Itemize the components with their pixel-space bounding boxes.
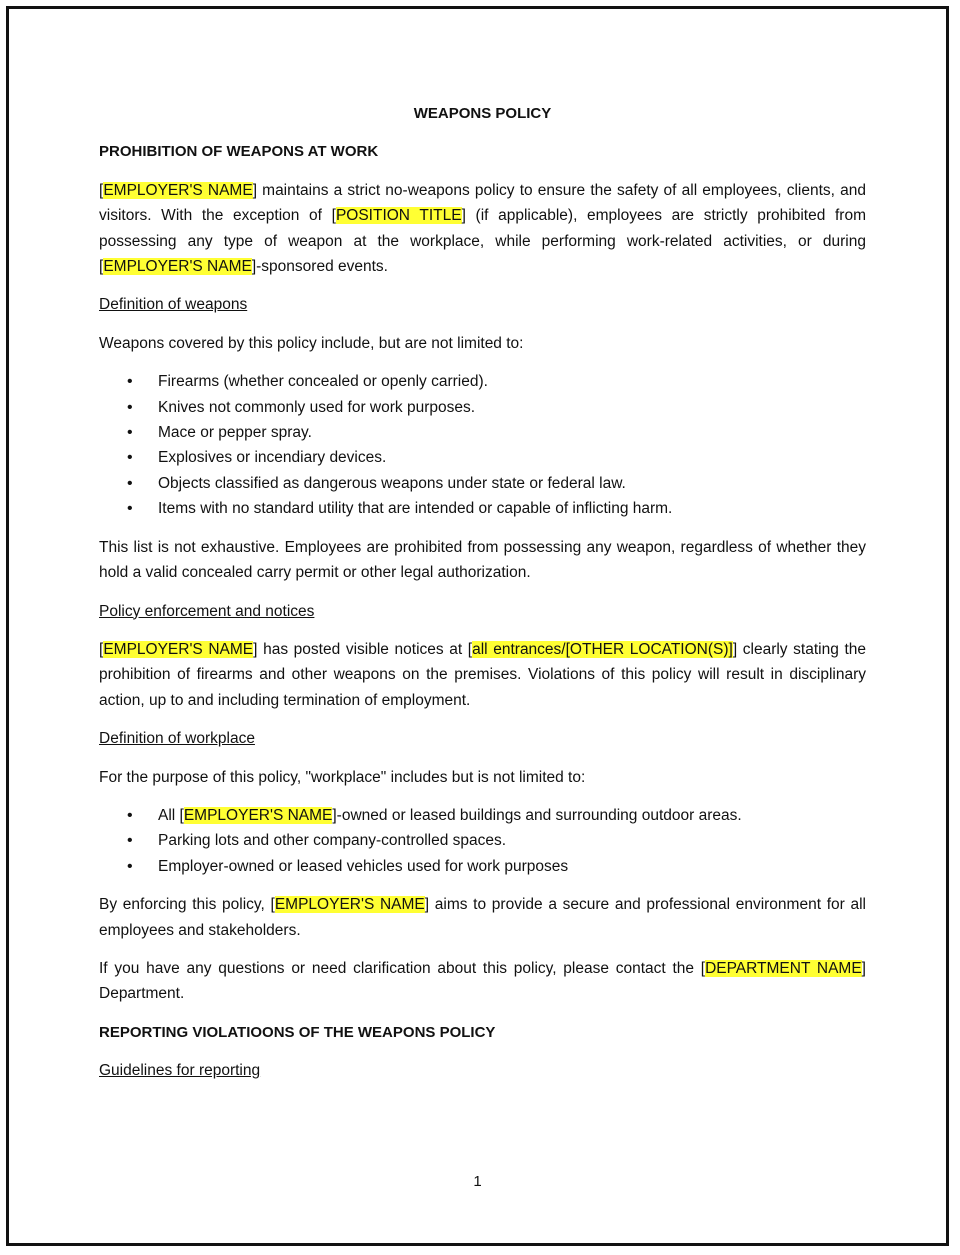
weapons-intro: Weapons covered by this policy include, but are not limited to: bbox=[99, 334, 524, 352]
document-title: WEAPONS POLICY bbox=[413, 105, 552, 122]
placeholder-position-title: POSITION TITLE bbox=[335, 207, 462, 225]
section-heading-reporting: REPORTING VIOLATIOONS OF THE WEAPONS POLICY bbox=[99, 1023, 496, 1041]
placeholder-department-name: DEPARTMENT NAME bbox=[705, 959, 862, 977]
subheading-definition-of-weapons: Definition of weapons bbox=[99, 296, 248, 314]
document-page bbox=[6, 6, 949, 1246]
list-item: • Knives not commonly used for work purposes. bbox=[99, 395, 866, 420]
list-item: • Firearms (whether concealed or openly carried). bbox=[99, 369, 866, 394]
section-heading-prohibition: PROHIBITION OF WEAPONS AT WORK bbox=[99, 143, 379, 161]
placeholder-employer-name: EMPLOYER'S NAME bbox=[103, 181, 253, 199]
page-number: 1 bbox=[473, 1173, 482, 1190]
prohibition-paragraph: [EMPLOYER'S NAME] maintains a strict no-weapons policy to ensure the safety of all employees, clients, and visitors. With the exception of [POSITION TITLE] (if applicable), employees are strictly prohibited from possessing any type of weapon at the workplace, while performing work-related activities, or during [EMPLOYER'S NAME]-sponsored events. bbox=[99, 181, 866, 276]
subheading-definition-of-workplace: Definition of workplace bbox=[99, 730, 255, 748]
list-item: • Mace or pepper spray. bbox=[99, 420, 866, 445]
enforcing-paragraph: By enforcing this policy, [EMPLOYER'S NAME] aims to provide a secure and professional environment for all employees and stakeholders. bbox=[99, 896, 866, 939]
placeholder-employer-name: EMPLOYER'S NAME bbox=[103, 258, 252, 276]
workplace-intro: For the purpose of this policy, "workplace" includes but is not limited to: bbox=[99, 768, 586, 786]
placeholder-employer-name: EMPLOYER'S NAME bbox=[183, 806, 333, 824]
list-item: • Parking lots and other company-controlled spaces. bbox=[99, 828, 866, 853]
weapons-closing-paragraph: This list is not exhaustive. Employees are prohibited from possessing any weapon, regardless of whether they hold a valid concealed carry permit or other legal authorization. bbox=[99, 538, 866, 582]
list-item: • Items with no standard utility that are intended or capable of inflicting harm. bbox=[99, 496, 866, 521]
subheading-policy-enforcement: Policy enforcement and notices bbox=[99, 602, 315, 620]
weapons-list bbox=[99, 369, 866, 521]
workplace-list bbox=[99, 803, 866, 879]
list-item: • Explosives or incendiary devices. bbox=[99, 445, 866, 470]
placeholder-employer-name: EMPLOYER'S NAME bbox=[274, 896, 425, 914]
list-item: • All [EMPLOYER'S NAME]-owned or leased buildings and surrounding outdoor areas. bbox=[99, 803, 866, 828]
contact-paragraph: If you have any questions or need clarification about this policy, please contact the [DEPARTMENT NAME] Department. bbox=[99, 959, 866, 1003]
document-body bbox=[99, 101, 866, 1097]
placeholder-locations: all entrances/[OTHER LOCATION(S)] bbox=[472, 640, 733, 658]
list-item: • Objects classified as dangerous weapons under state or federal law. bbox=[99, 471, 866, 496]
subheading-guidelines-for-reporting: Guidelines for reporting bbox=[99, 1062, 261, 1080]
enforcement-paragraph: [EMPLOYER'S NAME] has posted visible notices at [all entrances/[OTHER LOCATION(S)]] clearly stating the prohibition of firearms and other weapons on the premises. Violations of this policy will result in disciplinary action, up to and including termination of employment. bbox=[99, 640, 867, 709]
list-item: • Employer-owned or leased vehicles used for work purposes bbox=[99, 854, 866, 879]
placeholder-employer-name: EMPLOYER'S NAME bbox=[103, 640, 254, 658]
